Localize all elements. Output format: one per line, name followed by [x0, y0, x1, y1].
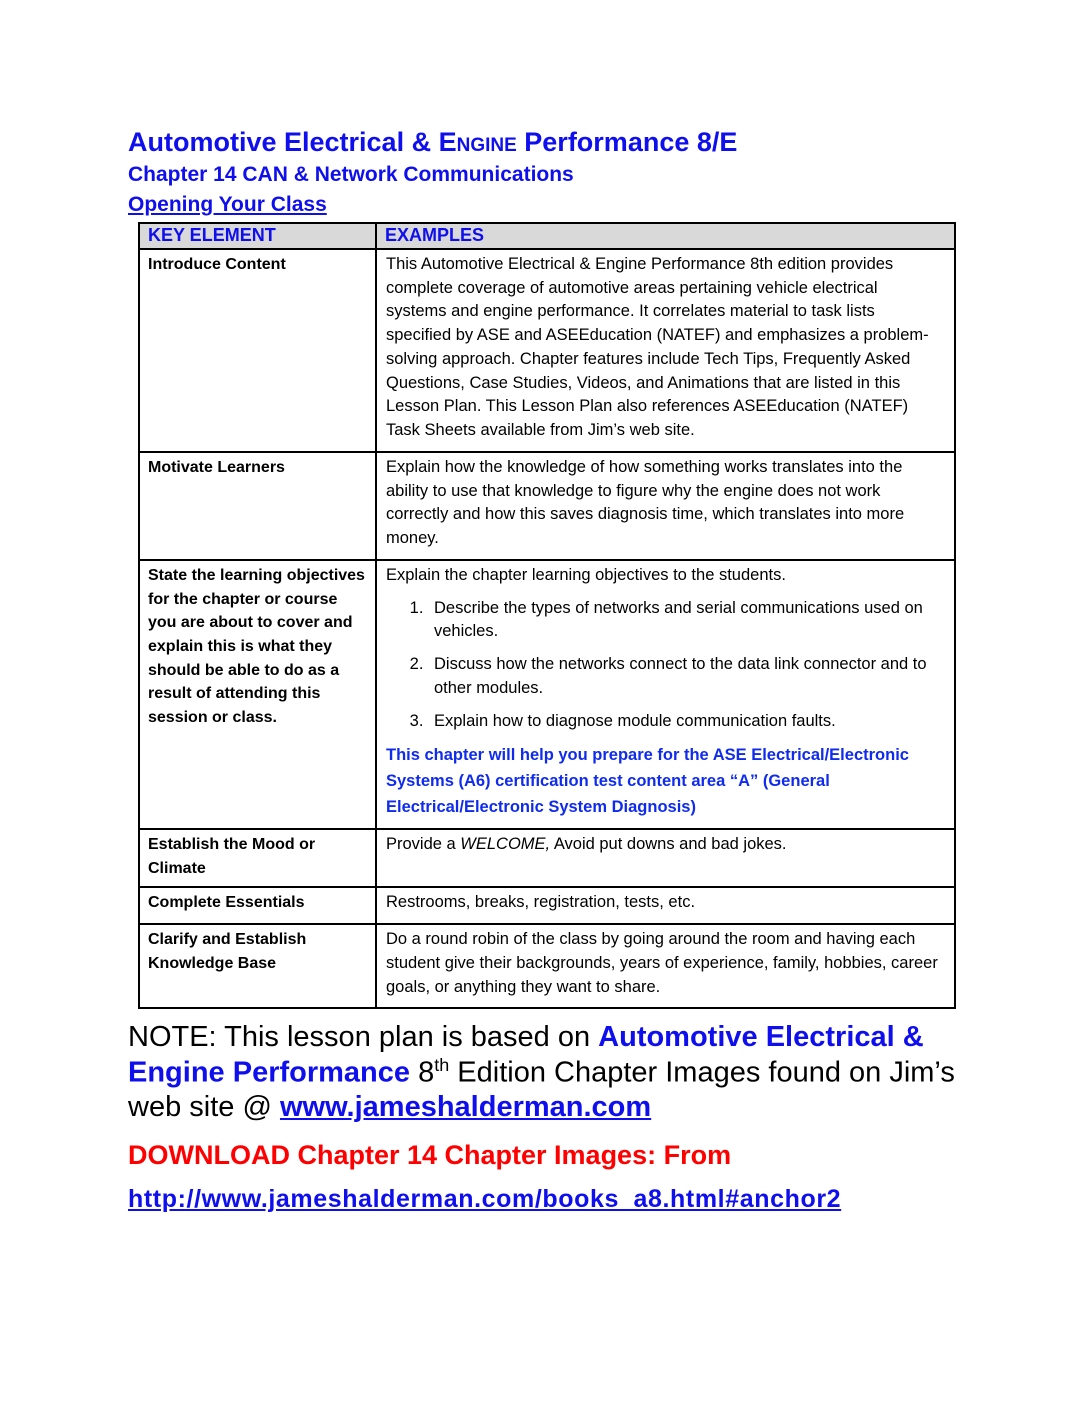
note-rest: Edition Chapter Images found on Jim’s web site @	[128, 1057, 955, 1123]
document-title	[128, 126, 963, 158]
chapter-subtitle: Chapter 14 CAN & Network Communications	[128, 163, 574, 187]
key-element-cell: Clarify and Establish Knowledge Base	[139, 924, 376, 1008]
col-header-examples: EXAMPLES	[376, 223, 955, 249]
key-element-cell: Establish the Mood or Climate	[139, 829, 376, 887]
note-prefix: NOTE: This lesson plan is based on	[128, 1021, 599, 1054]
examples-cell	[376, 829, 955, 887]
objective-item: 1. Describe the types of networks and serial communications used on vehicles.	[428, 597, 942, 645]
note-paragraph	[128, 1021, 963, 1124]
key-element-cell: Introduce Content	[139, 249, 376, 452]
key-element-cell: State the learning objectives for the chapter or course you are about to cover and explain this is what they should be able to do as a result of attending this session or class.	[139, 560, 376, 829]
examples-cell	[376, 560, 955, 829]
example-text-run: Avoid put downs and bad jokes.	[550, 835, 787, 854]
example-text: This Automotive Electrical & Engine Performance 8th edition provides complete coverage of automotive areas pertaining vehicle electrical systems and engine performance. It correlates material to task lists specified by ASE and ASEEducation (NATEF) and emphasizes a problem-solving approach. Chapter features include Tech Tips, Frequently Asked Questions, Case Studies, Videos, and Animations that are listed in this Lesson Plan. This Lesson Plan also references ASEEducation (NATEF) Task Sheets available from Jim’s web site.	[386, 254, 929, 440]
table-row	[139, 924, 955, 1008]
objective-item: 3. Explain how to diagnose module communication faults.	[428, 710, 942, 734]
title-post: Performance 8/E	[516, 127, 738, 157]
note-edition-superscript: th	[434, 1055, 450, 1076]
download-heading: DOWNLOAD Chapter 14 Chapter Images: From	[128, 1139, 732, 1170]
table-header	[139, 223, 955, 249]
example-text-run: Provide a	[386, 835, 461, 854]
table-row	[139, 452, 955, 560]
col-header-key-element: KEY ELEMENT	[139, 223, 376, 249]
title-engine-smallcaps: Engine	[438, 127, 517, 157]
objectives-list	[386, 597, 942, 734]
note-book-title: Automotive Electrical & Engine Performance	[128, 1021, 924, 1089]
examples-cell	[376, 452, 955, 560]
table-row	[139, 829, 955, 887]
table-row	[139, 887, 955, 924]
table-body	[139, 249, 955, 1009]
download-link-paragraph	[128, 1185, 963, 1214]
download-url-link[interactable]: http://www.jameshalderman.com/books_a8.html#anchor2	[128, 1185, 842, 1214]
table-row	[139, 560, 955, 829]
examples-cell	[376, 249, 955, 452]
jims-website-link[interactable]: www.jameshalderman.com	[279, 1090, 652, 1123]
key-element-cell: Motivate Learners	[139, 452, 376, 560]
example-text-emphasis: WELCOME,	[460, 835, 551, 854]
example-text: Explain how the knowledge of how something works translates into the ability to use that knowledge to figure why the engine does not work correctly and how this saves diagnosis time, which translates into more money.	[386, 457, 905, 548]
table-header-row	[139, 223, 955, 249]
example-text: Do a round robin of the class by going around the room and having each student give their backgrounds, years of experience, family, hobbies, career goals, or anything they want to share.	[386, 930, 938, 996]
key-element-cell: Complete Essentials	[139, 887, 376, 924]
note-edition-number: 8	[410, 1057, 435, 1089]
table-row	[139, 249, 955, 452]
objective-item: 2. Discuss how the networks connect to the data link connector and to other modules.	[428, 653, 942, 701]
example-text: Restrooms, breaks, registration, tests, etc.	[386, 893, 696, 912]
section-heading: Opening Your Class	[128, 192, 327, 216]
example-text	[386, 833, 942, 857]
ase-prep-note: This chapter will help you prepare for the ASE Electrical/Electronic Systems (A6) certification test content area “A” (General Electrical/Electronic System Diagnosis)	[386, 746, 909, 816]
examples-cell	[376, 924, 955, 1008]
title-pre: Automotive Electrical &	[128, 127, 439, 157]
examples-cell	[376, 887, 955, 924]
lesson-plan-table	[138, 222, 956, 1010]
example-text: Explain the chapter learning objectives to the students.	[386, 565, 786, 584]
